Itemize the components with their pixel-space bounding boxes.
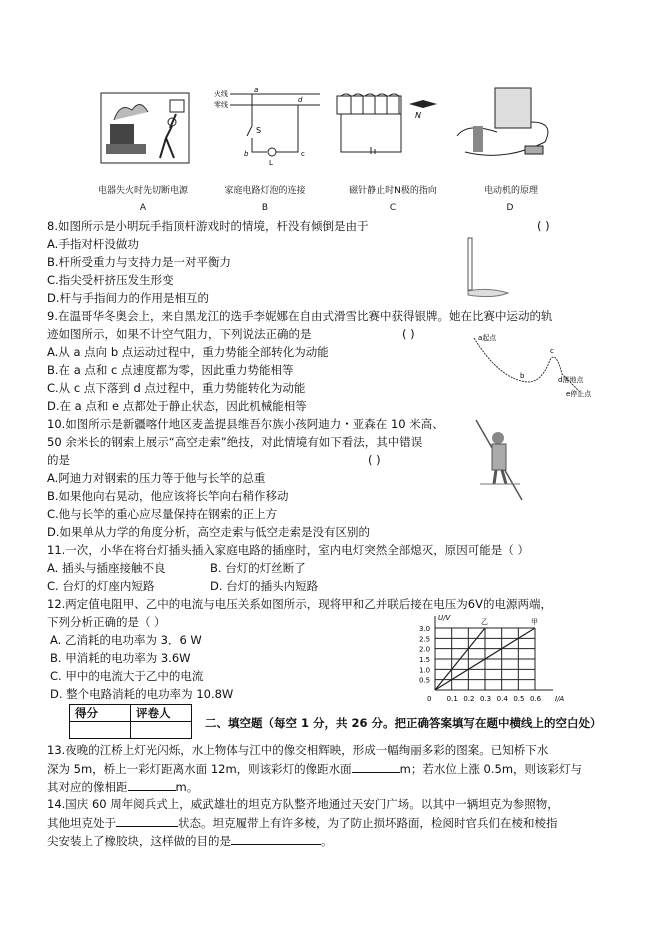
compass-needle-icon <box>409 100 437 108</box>
point-b-label: b <box>520 372 525 380</box>
north-pole-label: N <box>415 111 421 120</box>
y-tick-label: 0.5 <box>419 676 431 685</box>
q11-option-d: D. 台灯的插头内短路 <box>210 579 319 593</box>
q12-option-a: A. 乙消耗的电功率为 3．6 W <box>50 633 202 647</box>
q10-option-c: C.他与长竿的重心应尽量保持在钢索的正上方 <box>47 507 278 521</box>
lamp-label: L <box>269 159 273 166</box>
y-tick-label: 1.0 <box>419 666 431 675</box>
q9-option-d: D.在 a 点和 e 点都处于静止状态，因此机械能相等 <box>47 399 307 413</box>
section-2-title: 二、填空题（每空 1 分，共 26 分。把正确答案填写在题中横线上的空白处） <box>205 716 602 730</box>
score-header: 得分 <box>70 705 131 722</box>
live-wire-label: 火线 <box>214 90 228 98</box>
q13-line2 <box>47 760 582 777</box>
x-tick-label: 0.2 <box>463 695 475 703</box>
finger-pole-figure <box>462 237 512 299</box>
x-tick-label: 0.4 <box>496 695 508 703</box>
q12-stem-line1: 12.两定值电阻甲、乙中的电流与电压关系如图所示，现将甲和乙并联后接在电压为6V的电源两端， <box>47 597 552 611</box>
score-cell[interactable] <box>70 722 131 739</box>
q8-option-c: C.指尖受杆挤压发生形变 <box>47 273 174 287</box>
x-axis-label: I/A <box>555 695 565 703</box>
x-tick-label: 0.1 <box>446 695 458 703</box>
caption-d: 电动机的原理 <box>483 186 538 196</box>
q14-blank-1[interactable] <box>116 814 178 827</box>
q10-option-d: D.如果单从力学的角度分析，高空走索与低空走索是没有区别的 <box>47 525 371 539</box>
q10-stem-line1: 10.如图所示是新疆喀什地区麦盖提县维吾尔族小孩阿迪力・亚森在 10 米高、 <box>47 417 444 431</box>
q13-line3-start: 其对应的像相距 <box>47 780 128 794</box>
q14-line2 <box>47 814 558 831</box>
y-tick-label: 2.5 <box>419 635 431 644</box>
q14-line3-start: 尖安装上了橡胶块，这样做的目的是 <box>47 834 231 848</box>
point-b-label: b <box>244 150 249 158</box>
q12-stem-line2: 下列分析正确的是（ ） <box>47 615 166 629</box>
q10-answer-paren: ( ) <box>368 453 381 467</box>
y-tick-label: 3.0 <box>419 625 431 633</box>
q10-stem-line3: 的是 <box>47 453 70 467</box>
q8-answer-paren: ( ) <box>537 219 550 233</box>
circuit-figure-b <box>212 86 322 166</box>
grader-cell[interactable] <box>131 722 192 739</box>
q9-option-b: B.在 a 点和 c 点速度都为零，因此重力势能相等 <box>47 363 294 377</box>
q10-option-b: B.如果他向右晃动，他应该将长竿向右稍作移动 <box>47 489 289 503</box>
q9-option-c: C.从 c 点下落到 d 点过程中，重力势能转化为动能 <box>47 381 306 395</box>
q11-option-b: B. 台灯的灯丝断了 <box>210 561 306 575</box>
q14-line2-end: 状态。坦克履带上有许多棱，为了防止损坏路面，检阅时官兵们在棱和棱指 <box>178 816 558 830</box>
tightrope-walker-figure <box>470 418 530 503</box>
q12-option-b: B. 甲消耗的电功率为 3.6W <box>50 651 191 665</box>
q10-stem-line2: 50 余米长的钢索上展示“高空走索”绝技，对此情境有如下看法，其中错误 <box>47 435 423 449</box>
q13-line3 <box>47 778 198 795</box>
caption-c: 磁针静止时N极的指向 <box>349 186 437 196</box>
q13-line2-start: 深为 5m，桥上一彩灯距离水面 12m，则该彩灯的像距水面 <box>47 762 352 776</box>
motor-figure-d <box>455 86 565 166</box>
x-tick-label: 0.3 <box>480 695 492 703</box>
neutral-wire-label: 零线 <box>214 101 228 109</box>
landing-point-label: d落地点 <box>558 376 584 384</box>
q14-line1: 14.国庆 60 周年阅兵式上，威武雄壮的坦克方队整齐地通过天安门广场。以其中一辆坦克为参照物， <box>47 797 559 811</box>
stop-point-label: e停止点 <box>566 390 592 398</box>
q12-option-c: C. 甲中的电流大于乙中的电流 <box>50 669 204 683</box>
point-a-label: a <box>254 86 259 94</box>
q14-line3 <box>47 832 333 849</box>
q9-option-a: A.从 a 点向 b 点运动过程中，重力势能全部转化为动能 <box>47 345 329 359</box>
point-c-label: c <box>301 150 305 158</box>
q11-stem: 11.一次，小华在将台灯插头插入家庭电路的插座时，室内电灯突然全部熄灭，原因可能是（ ） <box>47 543 529 557</box>
label-c: C <box>389 203 397 213</box>
point-d-label: d <box>298 96 303 104</box>
y-tick-label: 2.0 <box>419 645 431 654</box>
q14-blank-2[interactable] <box>231 832 321 845</box>
q13-blank-2[interactable] <box>128 778 176 791</box>
label-a: A <box>139 203 147 213</box>
q11-option-a: A. 插头与插座接触不良 <box>47 561 166 575</box>
y-tick-label: 1.5 <box>419 656 431 664</box>
start-point-label: a起点 <box>478 334 497 342</box>
q13-line3-end: m。 <box>175 780 199 794</box>
caption-b: 家庭电路灯泡的连接 <box>224 186 306 196</box>
q9-stem-line2: 迹如图所示，如果不计空气阻力，下列说法正确的是 <box>47 327 312 341</box>
x-tick-label: 0.6 <box>530 695 542 703</box>
q13-blank-1[interactable] <box>352 760 400 773</box>
label-d: D <box>506 203 514 213</box>
q12-option-d: D. 整个电路消耗的电功率为 10.8W <box>50 687 234 701</box>
q8-stem: 8.如图所示是小明玩手指顶杆游戏时的情境，杆没有倾倒是由于 <box>47 219 369 233</box>
q14-line3-end: 。 <box>321 834 333 848</box>
point-c-label: c <box>550 347 554 355</box>
q9-stem-line1: 9.在温哥华冬奥会上，来自黑龙江的选手李妮娜在自由式滑雪比赛中获得银牌。她在比赛中运动的轨 <box>47 309 553 323</box>
switch-label: S <box>256 126 262 135</box>
score-table <box>69 704 192 739</box>
y-axis-label: U/V <box>438 614 451 622</box>
q8-option-b: B.杆所受重力与支持力是一对平衡力 <box>47 255 232 269</box>
fire-figure-a <box>100 92 190 164</box>
caption-a: 电器失火时先切断电源 <box>97 186 188 196</box>
series-label: 甲 <box>531 618 538 626</box>
iu-chart <box>405 612 605 704</box>
q10-option-a: A.阿迪力对钢索的压力等于他与长竿的总重 <box>47 471 266 485</box>
q9-answer-paren: ( ) <box>402 327 415 341</box>
q11-option-c: C. 台灯的灯座内短路 <box>47 579 155 593</box>
solenoid-figure-c <box>335 92 445 154</box>
series-label: 乙 <box>481 618 488 626</box>
ski-track-figure <box>470 330 600 402</box>
x-tick-label: 0.5 <box>513 695 525 703</box>
q8-option-d: D.杆与手指间力的作用是相互的 <box>47 291 210 305</box>
label-b: B <box>261 203 269 213</box>
q13-line1: 13.夜晚的江桥上灯光闪烁，水上物体与江中的像交相辉映，形成一幅绚丽多彩的图案。已知桥下水 <box>47 743 549 757</box>
x-tick-label: 0 <box>427 695 432 703</box>
q8-option-a: A.手指对杆没做功 <box>47 237 139 251</box>
q13-line2-end: m；若水位上涨 0.5m，则该彩灯与 <box>399 762 583 776</box>
grader-header: 评卷人 <box>131 705 192 722</box>
q14-line2-start: 其他坦克处于 <box>47 816 116 830</box>
